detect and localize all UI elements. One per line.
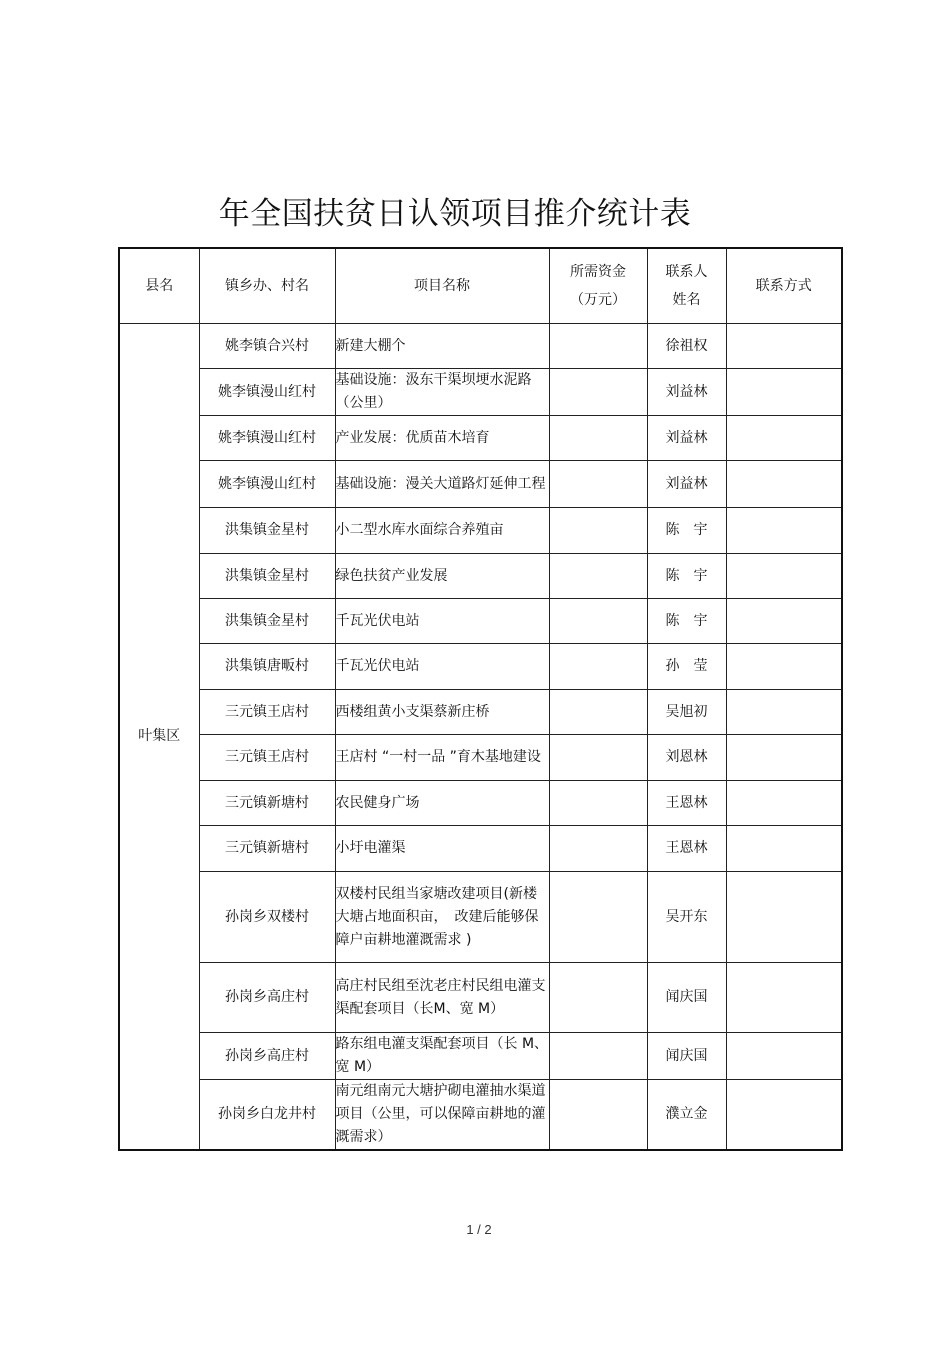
contact-person-cell: 刘益林 [647, 461, 726, 508]
town-cell: 孙岗乡双楼村 [199, 872, 335, 963]
contact-method-cell [726, 554, 842, 599]
contact-method-cell [726, 963, 842, 1033]
table-row [119, 1080, 842, 1151]
table-row [119, 461, 842, 508]
town-cell: 孙岗乡高庄村 [199, 1033, 335, 1080]
table-row [119, 1033, 842, 1080]
town-cell: 姚李镇漫山红村 [199, 416, 335, 461]
contact-method-cell [726, 735, 842, 781]
town-cell: 三元镇新塘村 [199, 826, 335, 872]
funds-cell [549, 735, 647, 781]
funds-cell [549, 554, 647, 599]
project-cell: 新建大棚个 [335, 324, 549, 369]
project-cell: 绿色扶贫产业发展 [335, 554, 549, 599]
contact-method-cell [726, 599, 842, 644]
table-row [119, 369, 842, 416]
project-table [118, 247, 843, 1151]
header-person-line1: 联系人 [665, 264, 708, 280]
table-row [119, 599, 842, 644]
town-cell: 洪集镇金星村 [199, 508, 335, 554]
project-cell: 王店村 “一村一品 ”育木基地建设 [335, 735, 549, 781]
project-cell: 小二型水库水面综合养殖亩 [335, 508, 549, 554]
contact-method-cell [726, 872, 842, 963]
contact-person-cell: 闻庆国 [647, 1033, 726, 1080]
town-cell: 孙岗乡高庄村 [199, 963, 335, 1033]
table-row [119, 872, 842, 963]
town-cell: 姚李镇漫山红村 [199, 461, 335, 508]
funds-cell [549, 644, 647, 690]
project-cell: 小圩电灌渠 [335, 826, 549, 872]
contact-person-cell: 濮立金 [647, 1080, 726, 1151]
table-row [119, 416, 842, 461]
contact-person-cell: 陈 宇 [647, 554, 726, 599]
header-county: 县名 [119, 248, 199, 324]
table-row [119, 781, 842, 826]
contact-method-cell [726, 1033, 842, 1080]
funds-cell [549, 826, 647, 872]
header-funds [549, 248, 647, 324]
town-cell: 洪集镇唐畈村 [199, 644, 335, 690]
county-cell: 叶集区 [119, 324, 199, 1151]
page-number: 1 / 2 [466, 1222, 492, 1237]
project-cell: 千瓦光伏电站 [335, 599, 549, 644]
contact-method-cell [726, 644, 842, 690]
contact-person-cell: 陈 宇 [647, 599, 726, 644]
header-funds-line2: （万元） [570, 292, 626, 308]
header-project: 项目名称 [335, 248, 549, 324]
contact-method-cell [726, 461, 842, 508]
header-town: 镇乡办、村名 [199, 248, 335, 324]
table-row [119, 644, 842, 690]
funds-cell [549, 1033, 647, 1080]
table-row [119, 735, 842, 781]
contact-method-cell [726, 690, 842, 735]
project-cell: 双楼村民组当家塘改建项目(新楼大塘占地面积亩， 改建后能够保障户亩耕地灌溉需求 ) [335, 872, 549, 963]
funds-cell [549, 781, 647, 826]
funds-cell [549, 416, 647, 461]
contact-person-cell: 陈 宇 [647, 508, 726, 554]
funds-cell [549, 690, 647, 735]
contact-method-cell [726, 826, 842, 872]
table-row [119, 508, 842, 554]
header-person-line2: 姓名 [672, 292, 701, 308]
project-cell: 农民健身广场 [335, 781, 549, 826]
contact-method-cell [726, 781, 842, 826]
table-body [119, 324, 842, 1151]
project-cell: 路东组电灌支渠配套项目（长 M、宽 M） [335, 1033, 549, 1080]
project-cell: 千瓦光伏电站 [335, 644, 549, 690]
page-title: 年全国扶贫日认领项目推介统计表 [218, 196, 692, 232]
contact-person-cell: 吴旭初 [647, 690, 726, 735]
project-cell: 高庄村民组至沈老庄村民组电灌支渠配套项目（长M、宽 M） [335, 963, 549, 1033]
table-row [119, 324, 842, 369]
town-cell: 洪集镇金星村 [199, 554, 335, 599]
town-cell: 三元镇王店村 [199, 690, 335, 735]
town-cell: 洪集镇金星村 [199, 599, 335, 644]
contact-method-cell [726, 324, 842, 369]
contact-person-cell: 闻庆国 [647, 963, 726, 1033]
contact-person-cell: 孙 莹 [647, 644, 726, 690]
contact-person-cell: 刘益林 [647, 416, 726, 461]
header-contact: 联系方式 [726, 248, 842, 324]
contact-person-cell: 刘恩林 [647, 735, 726, 781]
project-cell: 南元组南元大塘护砌电灌抽水渠道项目（公里，可以保障亩耕地的灌溉需求） [335, 1080, 549, 1151]
contact-person-cell: 王恩林 [647, 781, 726, 826]
contact-method-cell [726, 369, 842, 416]
header-person [647, 248, 726, 324]
project-cell: 产业发展：优质苗木培育 [335, 416, 549, 461]
town-cell: 孙岗乡白龙井村 [199, 1080, 335, 1151]
contact-method-cell [726, 1080, 842, 1151]
contact-method-cell [726, 416, 842, 461]
contact-person-cell: 王恩林 [647, 826, 726, 872]
town-cell: 三元镇新塘村 [199, 781, 335, 826]
funds-cell [549, 599, 647, 644]
header-funds-line1: 所需资金 [570, 264, 626, 280]
table-row [119, 554, 842, 599]
town-cell: 姚李镇合兴村 [199, 324, 335, 369]
contact-method-cell [726, 508, 842, 554]
project-cell: 基础设施：漫关大道路灯延伸工程 [335, 461, 549, 508]
funds-cell [549, 369, 647, 416]
funds-cell [549, 461, 647, 508]
table-row [119, 690, 842, 735]
table-row [119, 963, 842, 1033]
town-cell: 三元镇王店村 [199, 735, 335, 781]
funds-cell [549, 324, 647, 369]
funds-cell [549, 963, 647, 1033]
contact-person-cell: 刘益林 [647, 369, 726, 416]
funds-cell [549, 508, 647, 554]
contact-person-cell: 吴开东 [647, 872, 726, 963]
project-cell: 基础设施：汲东干渠坝埂水泥路（公里） [335, 369, 549, 416]
project-cell: 西楼组黄小支渠蔡新庄桥 [335, 690, 549, 735]
town-cell: 姚李镇漫山红村 [199, 369, 335, 416]
header-row [119, 248, 842, 324]
contact-person-cell: 徐祖权 [647, 324, 726, 369]
funds-cell [549, 872, 647, 963]
funds-cell [549, 1080, 647, 1151]
table-row [119, 826, 842, 872]
